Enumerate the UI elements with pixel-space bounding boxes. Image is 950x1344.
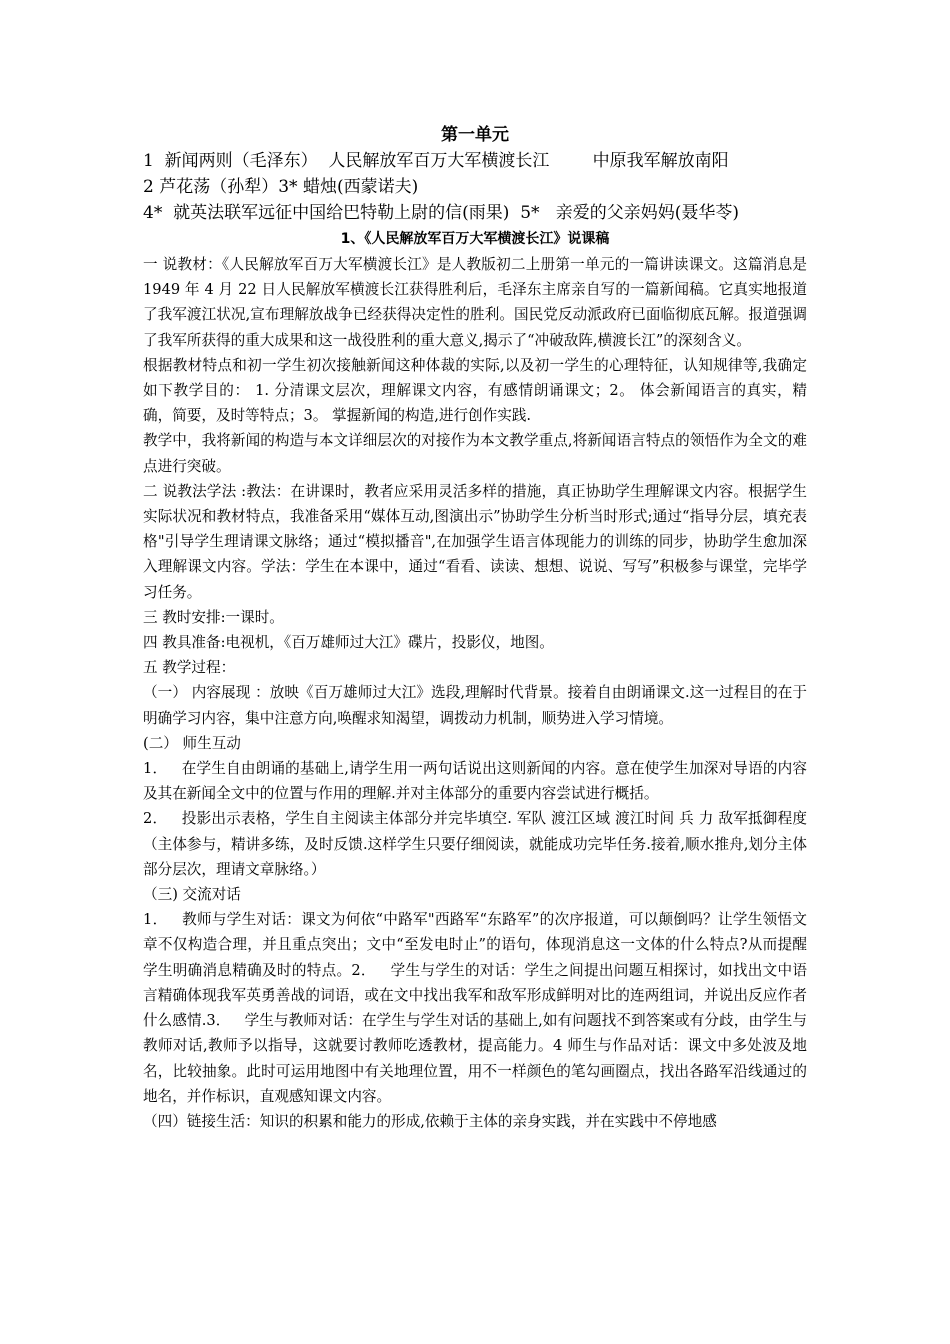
section-teaching-material: 一 说教材：《人民解放军百万大军横渡长江》是人教版初二上册第一单元的一篇讲读课文。这篇消息是 1949 年 4 月 22 日人民解放军横渡长江获得胜利后，毛泽东主席亲自写的一篇新闻稿。它真实地报道了我军渡江状况,宣布理解放战争已经获得决定性的胜利。国民党反动派政府已面临彻底瓦解。报道强调了我军所获得的重大成果和这一战役胜利的重大意义,揭示了“冲破敌阵,横渡长江”的深刻含义。 [143,256,807,349]
paragraph-teaching-goals: 根据教材特点和初一学生初次接触新闻这种体裁的实际,以及初一学生的心理特征，认知规律等,我确定如下教学目的： 1. 分清课文层次，理解课文内容，有感情朗诵课文；2。 体会新闻语言的真实，精确，简要，及时等特点；3。 掌握新闻的构造,进行创作实践. [143,356,807,425]
section-teaching-aids: 四 教具准备:电视机，《百万雄师过大江》碟片，投影仪，地图。 [143,634,554,652]
unit-title: 第一单元 [441,125,509,145]
process-step-4-body: （四）链接生活：知识的积累和能力的形成,依赖于主体的亲身实践，并在实践中不停地感 [143,1112,717,1130]
process-step-3-body: 1． 教师与学生对话：课文为何依“中路军"西路军“东路军”的次序报道，可以颠倒吗？让学生领悟文章不仅构造合理，并且重点突出；文中“至发电时止”的语句，体现消息这一文体的什么特点?从而提醒学生明确消息精确及时的特点。2． 学生与学生的对话：学生之间提出问题互相探讨，如找出文中语言精确体现我军英勇善战的词语，或在文中找出我军和敌军形成鲜明对比的连两组词，并说出反应作者什么感情.3． 学生与教师对话：在学生与学生对话的基础上,如有问题找不到答案或有分歧，由学生与教师对话,教师予以指导，这就要讨教师吃透教材，提高能力。4 师生与作品对话：课文中多处波及地名，比较抽象。此时可运用地图中有关地理位置，用不一样颜色的笔勾画圈点，找出各路军沿线通过的地名，并作标识，直观感知课文内容。 [143,911,807,1105]
lesson-list-line-1: 1 新闻两则（毛泽东） 人民解放军百万大军横渡长江 中原我军解放南阳 [143,151,729,171]
process-step-3-heading: （三) 交流对话 [143,886,241,904]
process-step-2-item-2: 2． 投影出示表格，学生自主阅读主体部分并完毕填空. 军队 渡江区域 渡江时间 兵 力 敌军抵御程度 （主体参与，精讲多练，及时反馈.这样学生只要仔细阅读，就能成功完毕任务.接着,顺水推舟,划分主体部分层次，理请文章脉络。） [143,810,812,878]
process-step-2-heading: (二） 师生互动 [143,734,241,752]
article-body [143,252,812,1134]
lesson-list-line-2: 2 芦花荡（孙犁）3* 蜡烛(西蒙诺夫) [143,177,419,197]
paragraph-key-points: 教学中，我将新闻的构造与本文详细层次的对接作为本文教学重点,将新闻语言特点的领悟作为全文的难点进行突破。 [143,432,807,475]
process-step-1: （一） 内容展现 ：放映《百万雄师过大江》选段,理解时代背景。接着自由朗诵课文.这一过程目的在于明确学习内容，集中注意方向,唤醒求知渴望，调拨动力机制，顺势进入学习情境。 [143,684,807,727]
process-step-2-item-1: 1． 在学生自由朗诵的基础上,请学生用一两句话说出这则新闻的内容。意在使学生加深对导语的内容及其在新闻全文中的位置与作用的理解.并对主体部分的重要内容尝试进行概括。 [143,760,807,803]
lesson-list-line-3: 4* 就英法联军远征中国给巴特勒上尉的信(雨果) 5* 亲爱的父亲妈妈(聂华苓) [143,203,739,223]
lesson-list [143,148,807,226]
article-title: 1、《人民解放军百万大军横渡长江》说课稿 [340,231,610,247]
section-teaching-methods: 二 说教法学法 :教法：在讲课时，教者应采用灵活多样的措施，真正协助学生理解课文内容。根据学生实际状况和教材特点，我准备采用“媒体互动,图演出示”协助学生分析当时形式;通过“指导分层，填充表格"引导学生理请课文脉络；通过“模拟播音",在加强学生语言体现能力的训练的同步，协助学生愈加深入理解课文内容。学法：学生在本课中，通过“看看、读读、想想、说说、写写”积极参与课堂，完毕学习任务。 [143,482,807,601]
section-time-arrangement: 三 教时安排:一课时。 [143,608,284,626]
section-teaching-process: 五 教学过程： [143,659,236,677]
document-body [143,122,812,1134]
